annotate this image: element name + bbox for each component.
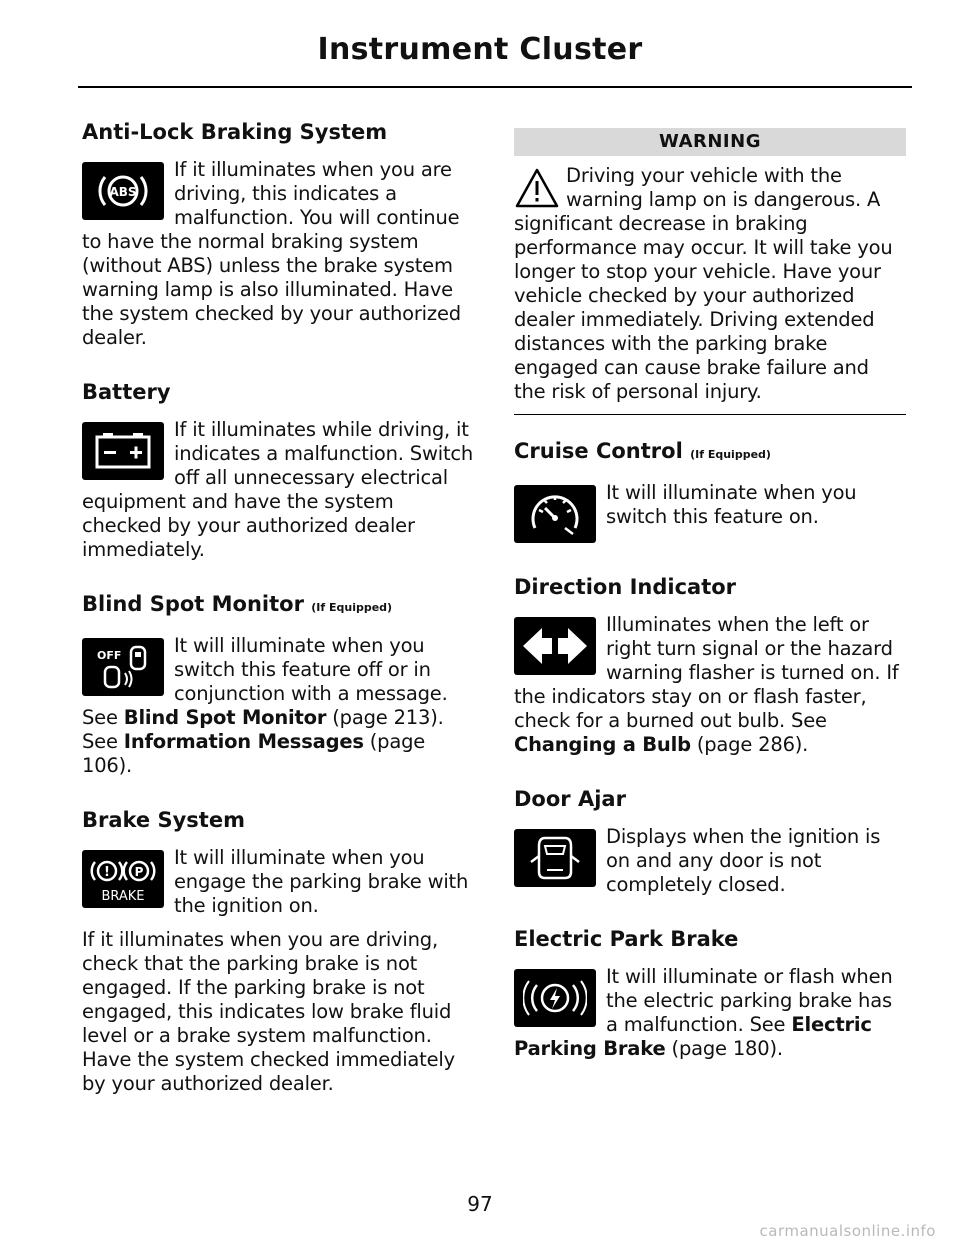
svg-text:P: P — [134, 865, 144, 879]
warning-box — [514, 156, 906, 415]
page-number: 97 — [467, 1192, 493, 1216]
abs-section — [82, 118, 474, 350]
blind-spot-see-1: See Blind Spot Monitor (page 213). — [82, 706, 444, 729]
brake-text-2: If it illuminates when you are driving, check that the parking brake is not engaged. If the parking brake is not engaged, this indicates low brake fluid level or a brake system malfunction. Have the system checked immediately by your authorized dealer. — [82, 928, 455, 1095]
door-ajar-icon — [514, 829, 596, 887]
direction-text: Illuminates when the left or right turn signal or the hazard warning flasher is turned on. If the indicators stay on or flash faster, check for a burned out bulb. See Changing a Bulb (page 286). — [514, 613, 899, 756]
blind-spot-link[interactable]: Blind Spot Monitor — [123, 706, 327, 729]
abs-warning-icon — [82, 162, 164, 220]
warning-text: Driving your vehicle with the warning lamp on is dangerous. A significant decrease in braking performance may occur. It will take you longer to stop your vehicle. Have your vehicle checked by your authorized dealer immediately. Driving extended distances with the parking brake engaged can cause brake failure and the risk of personal injury. — [514, 164, 893, 403]
abs-heading: Anti-Lock Braking System — [82, 120, 388, 144]
warning-triangle-icon — [514, 166, 560, 210]
brake-section — [82, 806, 474, 1096]
information-messages-link[interactable]: Information Messages — [123, 730, 364, 753]
changing-bulb-link[interactable]: Changing a Bulb — [514, 733, 691, 756]
cruise-section — [514, 437, 906, 545]
blind-spot-off-icon — [82, 638, 164, 696]
abs-text: If it illuminates when you are driving, this indicates a malfunction. You will continue to have the normal braking system (without ABS) unless the brake system warning lamp is also illuminated. Have the system checked by your authorized dealer. — [82, 158, 461, 349]
brake-warning-icon — [82, 850, 164, 908]
battery-section — [82, 378, 474, 562]
turn-signal-arrows-icon — [514, 617, 596, 675]
electric-parking-brake-link[interactable]: Electric Parking Brake — [514, 1013, 872, 1060]
brake-heading: Brake System — [82, 808, 245, 832]
right-column — [514, 118, 906, 1089]
direction-section — [514, 573, 906, 757]
blind-spot-section — [82, 590, 474, 778]
brake-icon-label: BRAKE — [101, 889, 145, 904]
header-divider — [78, 86, 912, 88]
blind-spot-text: It will illuminate when you switch this feature off or in conjunction with a message. — [174, 634, 448, 705]
battery-icon — [82, 422, 164, 480]
electric-park-brake-icon — [514, 969, 596, 1027]
cruise-heading: Cruise Control (If Equipped) — [514, 439, 771, 463]
cruise-text: It will illuminate when you switch this feature on. — [606, 481, 857, 528]
epb-heading: Electric Park Brake — [514, 927, 739, 951]
watermark: carmanualsonline.info — [759, 1222, 936, 1240]
svg-text:!: ! — [104, 865, 110, 880]
direction-heading: Direction Indicator — [514, 575, 737, 599]
cruise-control-icon — [514, 485, 596, 543]
door-heading: Door Ajar — [514, 787, 626, 811]
epb-section — [514, 925, 906, 1061]
page-header — [0, 0, 960, 90]
door-section — [514, 785, 906, 897]
blind-spot-see-2: See Information Messages (page 106). — [82, 730, 426, 777]
warning-heading: WARNING — [514, 128, 906, 156]
battery-heading: Battery — [82, 380, 171, 404]
blind-spot-icon-label: OFF — [97, 649, 122, 662]
blind-spot-heading: Blind Spot Monitor (If Equipped) — [82, 592, 393, 616]
battery-text: If it illuminates while driving, it indicates a malfunction. Switch off all unnecessary electrical equipment and have the system checked by your authorized dealer immediately. — [82, 418, 474, 561]
left-column — [82, 118, 474, 1124]
brake-text: It will illuminate when you engage the parking brake with the ignition on. — [174, 846, 469, 917]
abs-icon-label: ABS — [109, 185, 137, 199]
page-title: Instrument Cluster — [317, 32, 643, 67]
epb-text: It will illuminate or flash when the electric parking brake has a malfunction. See Electric Parking Brake (page 180). — [514, 965, 893, 1060]
door-text: Displays when the ignition is on and any door is not completely closed. — [606, 825, 881, 896]
